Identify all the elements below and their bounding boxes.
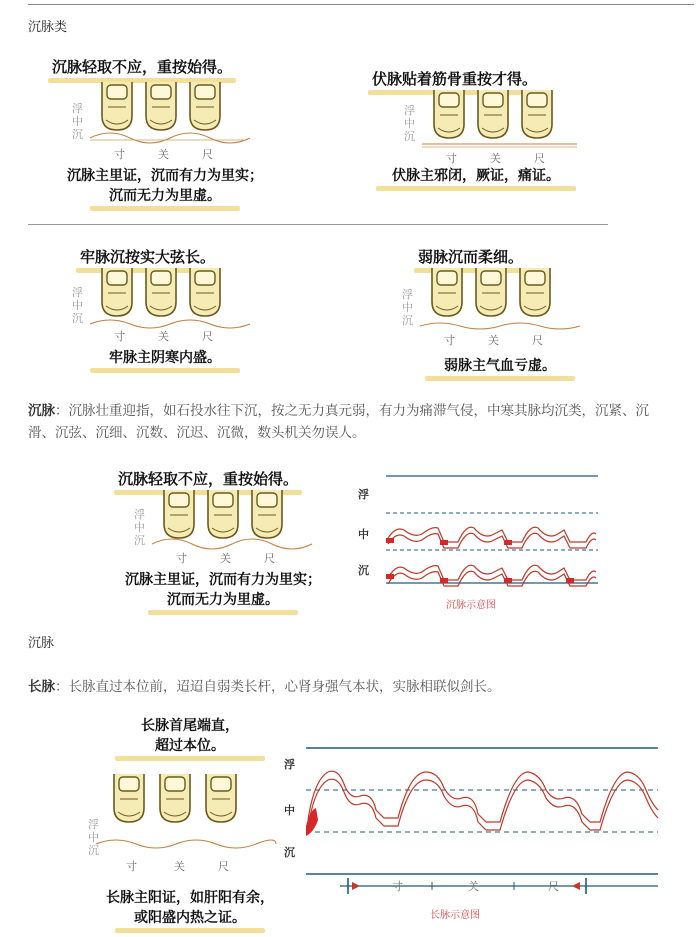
svg-text:寸: 寸 — [126, 860, 137, 873]
svg-text:浮: 浮 — [402, 288, 413, 301]
svg-text:沉: 沉 — [88, 844, 99, 857]
panel-divider — [28, 224, 608, 225]
svg-text:中: 中 — [404, 117, 415, 130]
svg-text:尺: 尺 — [202, 330, 213, 343]
svg-text:中: 中 — [72, 115, 83, 128]
svg-text:寸: 寸 — [114, 330, 125, 343]
svg-text:沉脉示意图: 沉脉示意图 — [446, 600, 496, 611]
svg-text:寸: 寸 — [444, 334, 455, 347]
svg-text:浮: 浮 — [358, 488, 369, 501]
svg-text:中: 中 — [284, 804, 295, 817]
panel-banner: 沉脉轻取不应，重按始得。 — [52, 56, 232, 77]
svg-text:关: 关 — [174, 860, 185, 873]
svg-text:浮: 浮 — [72, 102, 83, 115]
svg-text:沉: 沉 — [402, 314, 413, 327]
svg-text:尺: 尺 — [264, 552, 275, 565]
panel-caption: 牢脉主阴寒内盛。 — [60, 348, 270, 373]
svg-text:尺: 尺 — [218, 860, 229, 873]
svg-text:浮: 浮 — [404, 104, 415, 117]
svg-text:沉: 沉 — [72, 128, 83, 141]
pulse-fingers-diagram — [400, 268, 600, 352]
pulse-fingers-diagram — [402, 90, 602, 172]
svg-text:寸: 寸 — [176, 552, 187, 565]
svg-text:长脉示意图: 长脉示意图 — [430, 910, 480, 921]
chen-description: 沉脉：沉脉壮重迎指，如石投水往下沉，按之无力真元弱，有力为痛滞气侵，中寒其脉均沉类，沉紧、沉滑、沉弦、沉细、沉数、沉迟、沉微，数头机关勿误人。 — [28, 403, 649, 441]
section-title: 沉脉 — [28, 636, 55, 651]
svg-text:寸: 寸 — [446, 152, 457, 165]
svg-text:浮: 浮 — [284, 758, 295, 771]
chang-waveform-chart — [280, 740, 665, 930]
svg-text:中: 中 — [88, 831, 99, 844]
svg-text:沉: 沉 — [358, 564, 369, 577]
svg-text:寸: 寸 — [392, 880, 403, 893]
panel-caption: 沉脉主里证，沉而有力为里实； 沉而无力为里虚。 — [30, 166, 300, 211]
figure-caption: 长脉主阳证，如肝阳有余， 或阳盛内热之证。 — [70, 888, 310, 933]
svg-text:尺: 尺 — [534, 152, 545, 165]
svg-text:关: 关 — [158, 148, 169, 161]
svg-text:关: 关 — [490, 152, 501, 165]
svg-text:浮: 浮 — [72, 286, 83, 299]
svg-text:关: 关 — [488, 334, 499, 347]
panel-caption: 伏脉主邪闭，厥证，痛证。 — [346, 166, 606, 191]
svg-text:关: 关 — [468, 880, 479, 893]
pulse-fingers-diagram — [70, 80, 270, 170]
svg-text:关: 关 — [220, 552, 231, 565]
svg-text:沉: 沉 — [284, 846, 295, 859]
svg-text:尺: 尺 — [532, 334, 543, 347]
pulse-fingers-diagram — [70, 268, 270, 348]
svg-text:中: 中 — [402, 301, 413, 314]
pulse-fingers-diagram — [86, 770, 286, 874]
svg-text:浮: 浮 — [134, 508, 145, 521]
section-title: 沉脉类 — [28, 20, 68, 35]
svg-text:沉: 沉 — [72, 312, 83, 325]
svg-text:中: 中 — [134, 521, 145, 534]
chen-waveform-chart — [356, 468, 606, 618]
top-divider — [28, 4, 694, 5]
svg-text:尺: 尺 — [202, 148, 213, 161]
panel-banner: 牢脉沉按实大弦长。 — [80, 246, 215, 267]
svg-text:关: 关 — [158, 330, 169, 343]
svg-text:寸: 寸 — [114, 148, 125, 161]
svg-text:中: 中 — [358, 528, 369, 541]
figure-caption: 沉脉主里证，沉而有力为里实； 沉而无力为里虚。 — [88, 570, 358, 615]
figure-banner: 长脉首尾端直， 超过本位。 — [80, 716, 300, 761]
svg-text:沉: 沉 — [404, 130, 415, 143]
panel-banner: 弱脉沉而柔细。 — [418, 246, 523, 267]
panel-caption: 弱脉主气血亏虚。 — [400, 356, 600, 381]
pulse-fingers-diagram — [132, 490, 332, 570]
svg-text:尺: 尺 — [548, 880, 559, 893]
panel-banner: 伏脉贴着筋骨重按才得。 — [372, 68, 537, 89]
svg-text:沉: 沉 — [134, 534, 145, 547]
svg-text:浮: 浮 — [88, 818, 99, 831]
chang-description: 长脉：长脉直过本位前，迢迢自弱类长杆，心肾身强气本状，实脉相联似剑长。 — [28, 679, 501, 695]
figure-banner: 沉脉轻取不应，重按始得。 — [118, 468, 298, 489]
svg-text:中: 中 — [72, 299, 83, 312]
